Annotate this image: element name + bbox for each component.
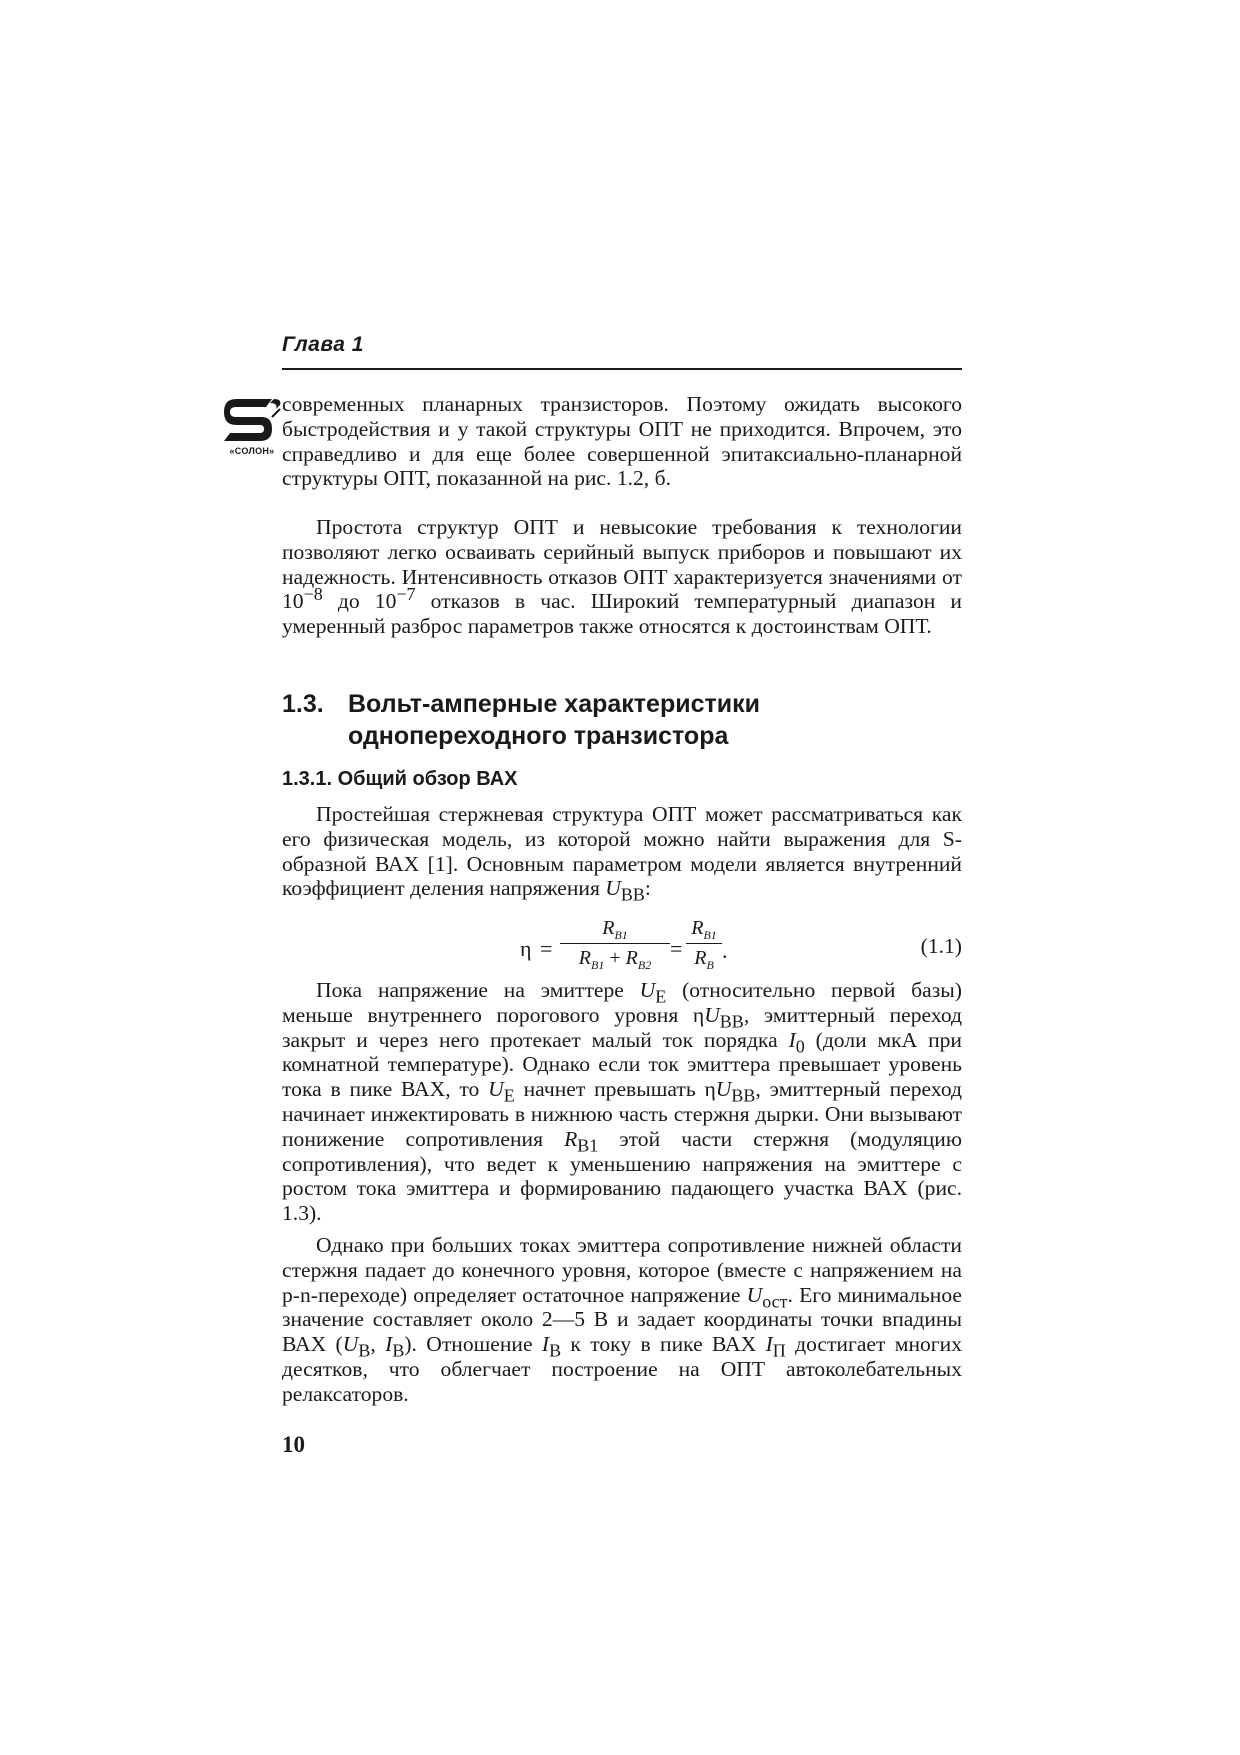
chapter-running-head: Глава 1 <box>282 333 364 356</box>
fraction-bar <box>560 943 670 944</box>
paragraph-text: Простота структур ОПТ и невысокие требования к технологии позволяют легко осваивать серийный выпуск приборов и повышают их надежность. Интенсивность отказов ОПТ характеризуется значениями от 10 <box>282 515 962 614</box>
section-title-line-2: однопереходного транзистора <box>348 722 729 750</box>
header-rule <box>282 368 962 370</box>
subsection-heading: 1.3.1. Общий обзор ВАХ <box>282 768 518 790</box>
formula-eta: η <box>520 936 532 961</box>
fraction-2 <box>686 916 722 970</box>
exponent: −7 <box>396 584 416 605</box>
fraction-bar <box>686 943 722 944</box>
fraction-1-numerator: $R_{B1}$ <box>602 917 628 942</box>
paragraph-text: Простейшая стержневая структура ОПТ может рассматриваться как его физическая модель, из которой можно найти выражения для S-образной ВАХ [1]. Основным параметром модели является внутренний коэффициент деления напряжения <box>282 802 962 901</box>
section-heading <box>282 688 962 752</box>
paragraph-5: Однако при больших токах эмиттера сопротивление нижней области стержня падает до конечного уровня, которое (вместе с напряжением на p-n-переходе) определяет остаточное напряжение $U_{ост}$. Его минимальное значение составляет около 2—5 В и задает координаты точки впадины ВАХ ($U_B$, $I_B$). Отношение $I_B$ к току в пике ВАХ $I_П$ достигает многих десятков, что облегчает построение на ОПТ автоколебательных релаксаторов. <box>282 1233 963 1406</box>
fraction-2-numerator: $R_{B1}$ <box>691 917 717 942</box>
paragraph-3 <box>282 802 962 905</box>
paragraph-1 <box>282 392 962 491</box>
paragraph-text: до 10 <box>322 589 397 614</box>
formula-period: . <box>722 938 728 963</box>
paragraph-4: Пока напряжение на эмиттере $U_E$ (относительно первой базы) меньше внутреннего порогового уровня $\eta U_{BB}$, эмиттерный переход закрыт и через него протекает малый ток порядка $I_0$ (доли мкА при комнатной температуре). Однако если ток эмиттера превышает уровень тока в пике ВАХ, то $U_E$ начнет превышать $\eta U_{BB}$, эмиттерный переход начинает инжектировать в нижнюю часть стержня дырки. Они вызывают понижение сопротивления $R_{B1}$ этой части стержня (модуляцию сопротивления), что ведет к уменьшению напряжения на эмиттере с ростом тока эмиттера и формированию падающего участка ВАХ (рис. 1.3). <box>282 978 962 1226</box>
equation-number: (1.1) <box>920 934 962 958</box>
variable: U <box>605 876 621 901</box>
formula-equals: = <box>670 936 683 961</box>
formula-equals: = <box>540 936 553 961</box>
paragraph-text: : <box>644 876 651 901</box>
paragraph-text: современных планарных транзисторов. Поэтому ожидать высокого быстродействия и у такой структуры ОПТ не приходится. Впрочем, это справедливо и для еще более совершенной эпитаксиально-планарной структуры ОПТ, показанной на рис. 1.2, б. <box>282 392 962 491</box>
publisher-logo-label: «СОЛОН» <box>229 446 275 456</box>
fraction-1 <box>560 916 670 970</box>
section-title-line-1: Вольт-амперные характеристики <box>348 690 760 718</box>
paragraph-2 <box>282 515 962 639</box>
subscript: BB <box>620 884 645 905</box>
page-number: 10 <box>282 1432 305 1457</box>
publisher-logo-icon <box>222 395 282 445</box>
equation-1-1 <box>282 916 962 974</box>
exponent: −8 <box>303 584 323 605</box>
fraction-2-denominator: $R_B$ <box>694 947 714 972</box>
section-number: 1.3. <box>282 690 324 718</box>
fraction-1-denominator: $R_{B1} + R_{B2}$ <box>578 947 652 972</box>
paragraph-text: отказов в час. Широкий температурный диапазон и умеренный разброс параметров также относятся к достоинствам ОПТ. <box>282 589 962 639</box>
